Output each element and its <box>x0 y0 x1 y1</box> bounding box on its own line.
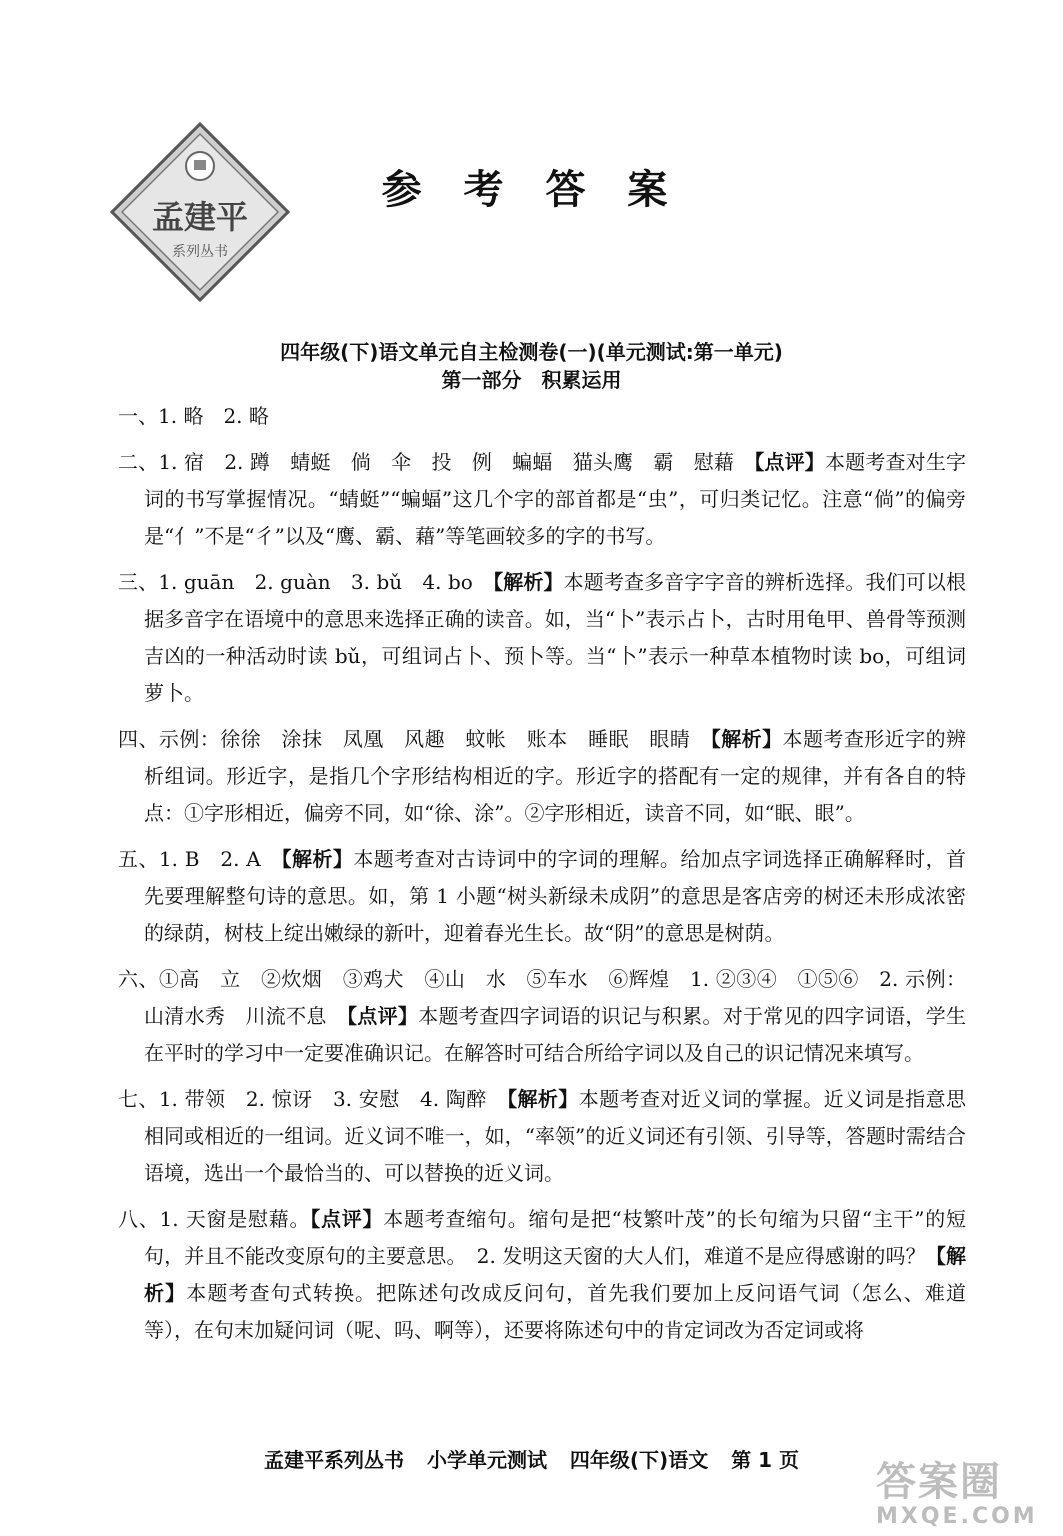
commentary-tag: 【点评】 <box>310 1207 384 1231</box>
answer-text: 本题考查对古诗词中的字词的理解。给加点字词选择正确解释时，首先要理解整句诗的意思。如，第 1 小题“树头新绿未成阴”的意思是客店旁的树还未形成浓密的绿荫，树枝上绽出嫩绿的新叶，迎着春光生长。故“阴”的意思是树荫。 <box>144 847 967 945</box>
footer-grade: 四年级(下)语文 <box>569 1448 709 1472</box>
footer-page: 第 1 页 <box>731 1448 800 1472</box>
footer-series: 孟建平系列丛书 <box>263 1448 404 1472</box>
answer-text: 1. 略 2. 略 <box>158 404 269 428</box>
answer-text: 本题考查对生字词的书写掌握情况。“蜻蜓”“蝙蝠”这几个字的部首都是“虫”，可归类记忆。注意“倘”的偏旁是“亻”不是“彳”以及“鹰、霸、藉”等笔画较多的字的书写。 <box>144 450 967 548</box>
commentary-tag: 【解析】 <box>144 1244 966 1305</box>
answer-item-number: 二、 <box>118 450 159 474</box>
exam-title: 四年级(下)语文单元自主检测卷(一)(单元测试:第一单元) <box>280 340 783 364</box>
answer-text: 1. guān 2. guàn 3. bǔ 4. bo <box>158 570 494 594</box>
answer-item <box>118 444 966 555</box>
commentary-tag: 【点评】 <box>347 1004 419 1028</box>
answer-item <box>118 961 966 1072</box>
part-title: 第一部分 积累运用 <box>441 368 622 392</box>
logo-subtitle: 系列丛书 <box>172 244 228 260</box>
answer-text: 示例：徐徐 涂抹 凤凰 风趣 蚊帐 账本 睡眠 眼睛 <box>158 727 711 751</box>
answer-item <box>118 1201 966 1349</box>
answer-list <box>118 398 966 1358</box>
answer-text: 本题考查缩句。缩句是把“枝繁叶茂”的长句缩为只留“主干”的短句，并且不能改变原句的主要意思。 2. 发明这天窗的大人们，难道不是应得感谢的吗？ <box>144 1207 966 1268</box>
answer-text: 本题考查四字词语的识记与积累。对于常见的四字词语，学生在平时的学习中一定要准确识记。在解答时可结合所给字词以及自己的识记情况来填写。 <box>144 1004 967 1065</box>
commentary-tag: 【点评】 <box>754 450 825 474</box>
answer-item <box>118 398 966 435</box>
answer-text: 1. B 2. A <box>158 847 282 871</box>
answer-text: ①高 立 ②炊烟 ③鸡犬 ④山 水 ⑤车水 ⑥辉煌 1. ②③④ ①⑤⑥ 2. 示例：山清水秀 川流不息 <box>144 967 966 1028</box>
answer-item-number: 五、 <box>118 847 159 871</box>
watermark-main: 答案圈 <box>876 1459 1002 1505</box>
answer-item <box>118 841 966 952</box>
answer-text: 1. 天窗是慰藉。 <box>159 1207 311 1231</box>
answer-text: 本题考查句式转换。把陈述句改成反问句，首先我们要加上反问语气词（怎么、难道等），在句末加疑问词（呢、吗、啊等），还要将陈述句中的肯定词改为否定词或将 <box>144 1281 967 1342</box>
answer-item-number: 六、 <box>118 967 159 991</box>
watermark-sub: MXQE.COM <box>876 1504 1038 1529</box>
answer-item <box>118 1081 966 1192</box>
answer-item <box>118 721 966 832</box>
answer-item <box>118 564 966 712</box>
watermark <box>876 1460 1056 1532</box>
answer-text: 本题考查对近义词的掌握。近义词是指意思相同或相近的一组词。近义词不唯一，如，“率领”的近义词还有引领、引导等，答题时需结合语境，选出一个最恰当的、可以替换的近义词。 <box>144 1087 967 1185</box>
answer-item-number: 四、 <box>118 727 159 751</box>
answer-item-number: 三、 <box>118 570 159 594</box>
answer-item-number: 一、 <box>118 404 158 428</box>
commentary-tag: 【解析】 <box>710 727 783 751</box>
answer-text: 1. 宿 2. 蹲 蜻蜓 倘 伞 投 例 蝙蝠 猫头鹰 霸 慰藉 <box>158 450 755 474</box>
page-title: 参 考 答 案 <box>381 167 682 213</box>
answer-text: 本题考查多音字字音的辨析选择。我们可以根据多音字在语境中的意思来选择正确的读音。如，当“卜”表示占卜，古时用龟甲、兽骨等预测吉凶的一种活动时读 bǔ，可组词占卜、预卜等。当“卜”表示一种草本植物时读 bo，可组词萝卜。 <box>144 570 967 705</box>
commentary-tag: 【解析】 <box>493 570 564 594</box>
logo-name: 孟建平 <box>151 198 249 236</box>
answer-text: 本题考查形近字的辨析组词。形近字，是指几个字形结构相近的字。形近字的搭配有一定的规律，并有各自的特点：①字形相近，偏旁不同，如“徐、涂”。②字形相近，读音不同，如“眠、眼”。 <box>144 727 967 825</box>
commentary-tag: 【解析】 <box>281 847 354 871</box>
commentary-tag: 【解析】 <box>507 1087 579 1111</box>
answer-text: 1. 带领 2. 惊讶 3. 安慰 4. 陶醉 <box>158 1087 508 1111</box>
footer-book: 小学单元测试 <box>426 1448 547 1472</box>
answer-item-number: 七、 <box>118 1087 159 1111</box>
answer-item-number: 八、 <box>118 1207 160 1231</box>
